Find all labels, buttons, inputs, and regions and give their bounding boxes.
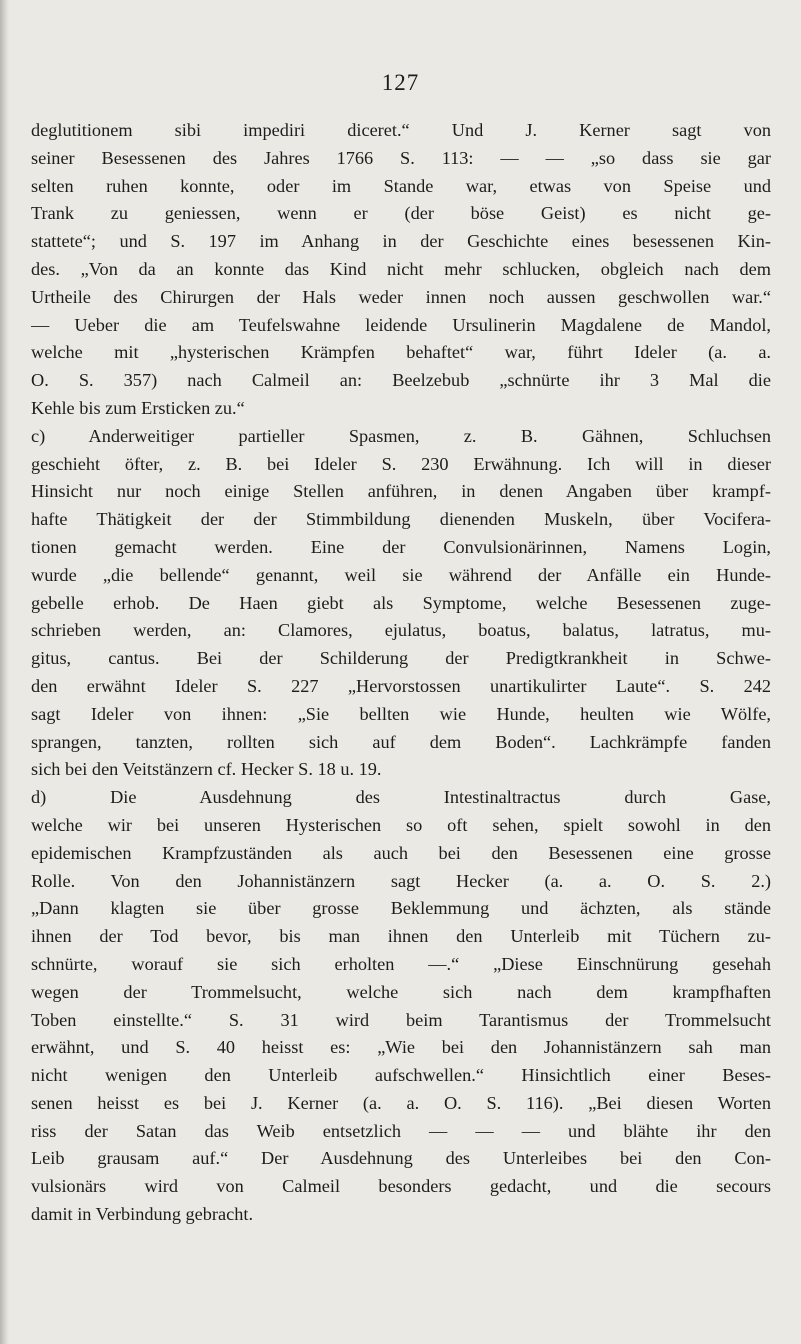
text-line: vulsionärs wird von Calmeil besonders gedacht, und die secours xyxy=(31,1176,771,1197)
text-line: d) Die Ausdehnung des Intestinaltractus durch Gase, xyxy=(31,787,771,808)
text-line: damit in Verbindung gebracht. xyxy=(31,1204,254,1225)
text-line: sprangen, tanzten, rollten sich auf dem Boden“. Lachkrämpfe fanden xyxy=(31,731,771,752)
text-line: sagt Ideler von ihnen: „Sie bellten wie Hunde, heulten wie Wölfe, xyxy=(31,703,771,724)
text-line: Hinsicht nur noch einige Stellen anführen, in denen Angaben über krampf- xyxy=(31,481,771,502)
text-line: selten ruhen konnte, oder im Stande war, etwas von Speise und xyxy=(31,175,771,196)
text-line: O. S. 357) nach Calmeil an: Beelzebub „schnürte ihr 3 Mal die xyxy=(31,370,771,391)
body-text xyxy=(31,117,771,1229)
text-line: riss der Satan das Weib entsetzlich — — — und blähte ihr den xyxy=(31,1120,771,1141)
text-line: welche wir bei unseren Hysterischen so oft sehen, spielt sowohl in den xyxy=(31,814,771,835)
text-line: Trank zu geniessen, wenn er (der böse Geist) es nicht ge- xyxy=(31,203,771,224)
text-line: des. „Von da an konnte das Kind nicht mehr schlucken, obgleich nach dem xyxy=(31,258,771,279)
text-line: nicht wenigen den Unterleib aufschwellen.“ Hinsichtlich einer Beses- xyxy=(31,1065,771,1086)
text-line: hafte Thätigkeit der der Stimmbildung dienenden Muskeln, über Vocifera- xyxy=(31,509,771,530)
text-line: tionen gemacht werden. Eine der Convulsionärinnen, Namens Login, xyxy=(31,536,771,557)
page-edge-shadow xyxy=(0,0,9,1344)
text-line: welche mit „hysterischen Krämpfen behaftet“ war, führt Ideler (a. a. xyxy=(31,342,771,363)
text-line: epidemischen Krampfzuständen als auch bei den Besessenen eine grosse xyxy=(31,842,771,863)
text-line: deglutitionem sibi impediri diceret.“ Und J. Kerner sagt von xyxy=(31,120,771,140)
text-line: wurde „die bellende“ genannt, weil sie während der Anfälle ein Hunde- xyxy=(31,564,771,585)
text-line: wegen der Trommelsucht, welche sich nach dem krampfhaften xyxy=(31,981,771,1002)
text-line: Urtheile des Chirurgen der Hals weder innen noch aussen geschwollen war.“ xyxy=(31,286,771,307)
text-line: geschieht öfter, z. B. bei Ideler S. 230 Erwähnung. Ich will in dieser xyxy=(31,453,771,474)
text-line: schrieben werden, an: Clamores, ejulatus, boatus, balatus, latratus, mu- xyxy=(31,620,771,641)
text-line: erwähnt, und S. 40 heisst es: „Wie bei den Johannistänzern sah man xyxy=(31,1037,771,1058)
text-line: „Dann klagten sie über grosse Beklemmung und ächzten, als stände xyxy=(31,898,771,919)
text-line: schnürte, worauf sie sich erholten —.“ „Diese Einschnürung gesehah xyxy=(31,953,771,974)
text-line: Rolle. Von den Johannistänzern sagt Hecker (a. a. O. S. 2.) xyxy=(31,870,771,891)
text-line: ihnen der Tod bevor, bis man ihnen den Unterleib mit Tüchern zu- xyxy=(31,926,771,947)
text-line: Kehle bis zum Ersticken zu.“ xyxy=(31,397,245,418)
text-line: sich bei den Veitstänzern cf. Hecker S. 18 u. 19. xyxy=(31,759,382,780)
text-line: — Ueber die am Teufelswahne leidende Ursulinerin Magdalene de Mandol, xyxy=(31,314,771,335)
text-line: gitus, cantus. Bei der Schilderung der Predigtkrankheit in Schwe- xyxy=(31,648,771,669)
text-line: gebelle erhob. De Haen giebt als Symptome, welche Besessenen zuge- xyxy=(31,592,771,613)
page-number: 127 xyxy=(381,70,420,95)
text-line: den erwähnt Ideler S. 227 „Hervorstossen unartikulirter Laute“. S. 242 xyxy=(31,675,771,696)
text-line: Toben einstellte.“ S. 31 wird beim Tarantismus der Trommelsucht xyxy=(31,1009,771,1030)
text-line: Leib grausam auf.“ Der Ausdehnung des Unterleibes bei den Con- xyxy=(31,1148,771,1169)
text-line: senen heisst es bei J. Kerner (a. a. O. S. 116). „Bei diesen Worten xyxy=(31,1092,771,1113)
text-line: seiner Besessenen des Jahres 1766 S. 113: — — „so dass sie gar xyxy=(31,147,771,168)
text-line: c) Anderweitiger partieller Spasmen, z. B. Gähnen, Schluchsen xyxy=(31,425,771,446)
text-line: stattete“; und S. 197 im Anhang in der Geschichte eines besessenen Kin- xyxy=(31,231,771,252)
